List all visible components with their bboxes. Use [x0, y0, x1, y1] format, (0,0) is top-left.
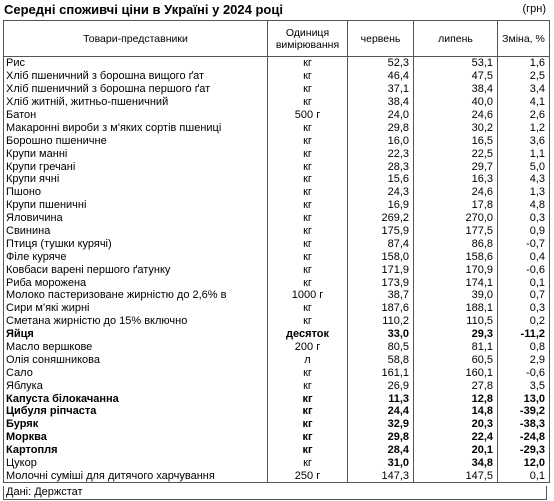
cell-june: 28,3: [348, 160, 414, 173]
cell-product: Свинина: [4, 225, 268, 238]
cell-july: 12,8: [414, 392, 498, 405]
cell-product: Крупи ячні: [4, 173, 268, 186]
cell-july: 22,4: [414, 431, 498, 444]
cell-unit: кг: [268, 121, 348, 134]
cell-change: 0,4: [498, 250, 550, 263]
cell-change: -29,3: [498, 444, 550, 457]
cell-product: Батон: [4, 109, 268, 122]
cell-july: 20,3: [414, 418, 498, 431]
cell-july: 81,1: [414, 341, 498, 354]
cell-unit: кг: [268, 212, 348, 225]
cell-change: -38,3: [498, 418, 550, 431]
cell-change: 0,3: [498, 212, 550, 225]
cell-product: Олія соняшникова: [4, 353, 268, 366]
cell-product: Філе куряче: [4, 250, 268, 263]
cell-unit: десяток: [268, 328, 348, 341]
table-row: [4, 83, 550, 96]
cell-june: 11,3: [348, 392, 414, 405]
cell-change: 4,8: [498, 199, 550, 212]
cell-june: 22,3: [348, 147, 414, 160]
table-row: [4, 353, 550, 366]
table-row: [4, 121, 550, 134]
cell-june: 29,8: [348, 121, 414, 134]
cell-unit: кг: [268, 134, 348, 147]
cell-product: Рис: [4, 57, 268, 70]
cell-july: 29,7: [414, 160, 498, 173]
cell-july: 29,3: [414, 328, 498, 341]
table-row: [4, 186, 550, 199]
cell-june: 16,9: [348, 199, 414, 212]
table-row: [4, 134, 550, 147]
cell-unit: кг: [268, 96, 348, 109]
cell-change: -0,7: [498, 237, 550, 250]
cell-change: -0,6: [498, 366, 550, 379]
table-row: [4, 302, 550, 315]
cell-july: 39,0: [414, 289, 498, 302]
cell-unit: кг: [268, 57, 348, 70]
cell-june: 147,3: [348, 470, 414, 483]
cell-july: 86,8: [414, 237, 498, 250]
table-row: [4, 147, 550, 160]
header-june: червень: [348, 21, 414, 57]
cell-july: 53,1: [414, 57, 498, 70]
cell-change: 13,0: [498, 392, 550, 405]
cell-june: 31,0: [348, 457, 414, 470]
cell-june: 24,3: [348, 186, 414, 199]
table-row: [4, 366, 550, 379]
header-change: Зміна, %: [498, 21, 550, 57]
cell-product: Борошно пшеничне: [4, 134, 268, 147]
cell-change: 0,3: [498, 302, 550, 315]
source-note: Дані: Держстат: [3, 486, 547, 500]
cell-unit: кг: [268, 392, 348, 405]
cell-product: Сало: [4, 366, 268, 379]
cell-change: 0,8: [498, 341, 550, 354]
cell-change: 2,9: [498, 353, 550, 366]
cell-product: Морква: [4, 431, 268, 444]
cell-product: Яблука: [4, 379, 268, 392]
table-row: [4, 315, 550, 328]
cell-product: Хліб житній, житньо-пшеничний: [4, 96, 268, 109]
cell-june: 58,8: [348, 353, 414, 366]
table-row: [4, 392, 550, 405]
currency-note: (грн): [522, 3, 546, 15]
cell-change: -24,8: [498, 431, 550, 444]
table-row: [4, 470, 550, 483]
cell-product: Молоко пастеризоване жирністю до 2,6% в: [4, 289, 268, 302]
cell-unit: кг: [268, 147, 348, 160]
cell-product: Картопля: [4, 444, 268, 457]
cell-june: 24,0: [348, 109, 414, 122]
cell-unit: кг: [268, 199, 348, 212]
cell-july: 30,2: [414, 121, 498, 134]
cell-unit: кг: [268, 237, 348, 250]
cell-product: Капуста білокачанна: [4, 392, 268, 405]
cell-july: 158,6: [414, 250, 498, 263]
cell-change: 1,3: [498, 186, 550, 199]
cell-july: 270,0: [414, 212, 498, 225]
cell-june: 158,0: [348, 250, 414, 263]
cell-unit: кг: [268, 366, 348, 379]
cell-change: 12,0: [498, 457, 550, 470]
cell-product: Крупи гречані: [4, 160, 268, 173]
cell-unit: кг: [268, 431, 348, 444]
cell-product: Буряк: [4, 418, 268, 431]
cell-june: 24,4: [348, 405, 414, 418]
cell-product: Цибуля ріпчаста: [4, 405, 268, 418]
cell-change: 2,6: [498, 109, 550, 122]
cell-product: Хліб пшеничний з борошна першого ґат: [4, 83, 268, 96]
cell-change: 0,9: [498, 225, 550, 238]
cell-july: 17,8: [414, 199, 498, 212]
table-row: [4, 70, 550, 83]
cell-unit: кг: [268, 263, 348, 276]
cell-july: 174,1: [414, 276, 498, 289]
cell-june: 161,1: [348, 366, 414, 379]
cell-unit: кг: [268, 418, 348, 431]
cell-june: 269,2: [348, 212, 414, 225]
cell-unit: кг: [268, 70, 348, 83]
cell-unit: л: [268, 353, 348, 366]
table-header-row: [4, 21, 550, 57]
cell-change: 3,5: [498, 379, 550, 392]
cell-june: 26,9: [348, 379, 414, 392]
cell-product: Яйця: [4, 328, 268, 341]
cell-june: 46,4: [348, 70, 414, 83]
cell-product: Молочні суміші для дитячого харчування: [4, 470, 268, 483]
cell-july: 34,8: [414, 457, 498, 470]
cell-july: 60,5: [414, 353, 498, 366]
cell-june: 38,4: [348, 96, 414, 109]
cell-change: -11,2: [498, 328, 550, 341]
cell-june: 173,9: [348, 276, 414, 289]
cell-unit: кг: [268, 457, 348, 470]
cell-product: Цукор: [4, 457, 268, 470]
table-row: [4, 276, 550, 289]
cell-product: Птиця (тушки курячі): [4, 237, 268, 250]
cell-product: Хліб пшеничний з борошна вищого ґат: [4, 70, 268, 83]
cell-unit: кг: [268, 444, 348, 457]
cell-july: 170,9: [414, 263, 498, 276]
table-row: [4, 57, 550, 70]
cell-change: 4,1: [498, 96, 550, 109]
table-row: [4, 212, 550, 225]
table-row: [4, 328, 550, 341]
header-july: липень: [414, 21, 498, 57]
cell-product: Крупи манні: [4, 147, 268, 160]
cell-july: 16,5: [414, 134, 498, 147]
cell-july: 16,3: [414, 173, 498, 186]
table-row: [4, 431, 550, 444]
cell-june: 175,9: [348, 225, 414, 238]
cell-product: Сметана жирністю до 15% включно: [4, 315, 268, 328]
cell-change: -39,2: [498, 405, 550, 418]
cell-unit: кг: [268, 302, 348, 315]
cell-change: 5,0: [498, 160, 550, 173]
page-title: Середні споживчі ціни в Україні у 2024 році: [4, 2, 283, 17]
cell-product: Риба морожена: [4, 276, 268, 289]
cell-july: 14,8: [414, 405, 498, 418]
cell-june: 52,3: [348, 57, 414, 70]
cell-june: 80,5: [348, 341, 414, 354]
cell-june: 87,4: [348, 237, 414, 250]
cell-june: 32,9: [348, 418, 414, 431]
cell-july: 47,5: [414, 70, 498, 83]
cell-product: Ковбаси варені першого ґатунку: [4, 263, 268, 276]
header-unit: Одиниця вимірювання: [268, 21, 348, 57]
cell-june: 29,8: [348, 431, 414, 444]
table-row: [4, 109, 550, 122]
cell-change: -0,6: [498, 263, 550, 276]
cell-change: 1,2: [498, 121, 550, 134]
cell-july: 110,5: [414, 315, 498, 328]
cell-july: 38,4: [414, 83, 498, 96]
cell-change: 1,1: [498, 147, 550, 160]
cell-july: 177,5: [414, 225, 498, 238]
cell-june: 37,1: [348, 83, 414, 96]
cell-change: 4,3: [498, 173, 550, 186]
cell-change: 3,4: [498, 83, 550, 96]
cell-change: 1,6: [498, 57, 550, 70]
cell-unit: кг: [268, 405, 348, 418]
table-row: [4, 263, 550, 276]
cell-product: Крупи пшеничні: [4, 199, 268, 212]
cell-july: 188,1: [414, 302, 498, 315]
cell-june: 33,0: [348, 328, 414, 341]
cell-product: Яловичина: [4, 212, 268, 225]
prices-table: [3, 20, 550, 483]
cell-product: Сири м'які жирні: [4, 302, 268, 315]
cell-change: 3,6: [498, 134, 550, 147]
cell-change: 0,7: [498, 289, 550, 302]
cell-unit: кг: [268, 276, 348, 289]
header-product: Товари-представники: [4, 21, 268, 57]
cell-unit: 200 г: [268, 341, 348, 354]
table-row: [4, 418, 550, 431]
table-row: [4, 225, 550, 238]
table-row: [4, 160, 550, 173]
table-body: [4, 57, 550, 483]
cell-july: 160,1: [414, 366, 498, 379]
table-row: [4, 405, 550, 418]
cell-unit: 250 г: [268, 470, 348, 483]
cell-july: 24,6: [414, 186, 498, 199]
cell-change: 2,5: [498, 70, 550, 83]
cell-july: 27,8: [414, 379, 498, 392]
cell-june: 28,4: [348, 444, 414, 457]
table-row: [4, 250, 550, 263]
cell-july: 147,5: [414, 470, 498, 483]
cell-june: 171,9: [348, 263, 414, 276]
cell-june: 15,6: [348, 173, 414, 186]
cell-unit: кг: [268, 379, 348, 392]
cell-june: 110,2: [348, 315, 414, 328]
cell-july: 22,5: [414, 147, 498, 160]
table-row: [4, 173, 550, 186]
cell-change: 0,2: [498, 315, 550, 328]
table-row: [4, 237, 550, 250]
cell-unit: кг: [268, 315, 348, 328]
table-row: [4, 289, 550, 302]
table-row: [4, 444, 550, 457]
cell-unit: кг: [268, 225, 348, 238]
cell-unit: кг: [268, 250, 348, 263]
cell-unit: 1000 г: [268, 289, 348, 302]
cell-june: 16,0: [348, 134, 414, 147]
cell-unit: кг: [268, 173, 348, 186]
cell-unit: кг: [268, 186, 348, 199]
cell-june: 187,6: [348, 302, 414, 315]
cell-product: Пшоно: [4, 186, 268, 199]
cell-july: 24,6: [414, 109, 498, 122]
table-row: [4, 199, 550, 212]
cell-unit: кг: [268, 160, 348, 173]
cell-unit: 500 г: [268, 109, 348, 122]
cell-july: 40,0: [414, 96, 498, 109]
table-row: [4, 96, 550, 109]
cell-product: Масло вершкове: [4, 341, 268, 354]
cell-product: Макаронні вироби з м'яких сортів пшениці: [4, 121, 268, 134]
cell-july: 20,1: [414, 444, 498, 457]
cell-change: 0,1: [498, 470, 550, 483]
cell-june: 38,7: [348, 289, 414, 302]
cell-unit: кг: [268, 83, 348, 96]
table-row: [4, 341, 550, 354]
table-row: [4, 379, 550, 392]
cell-change: 0,1: [498, 276, 550, 289]
table-row: [4, 457, 550, 470]
